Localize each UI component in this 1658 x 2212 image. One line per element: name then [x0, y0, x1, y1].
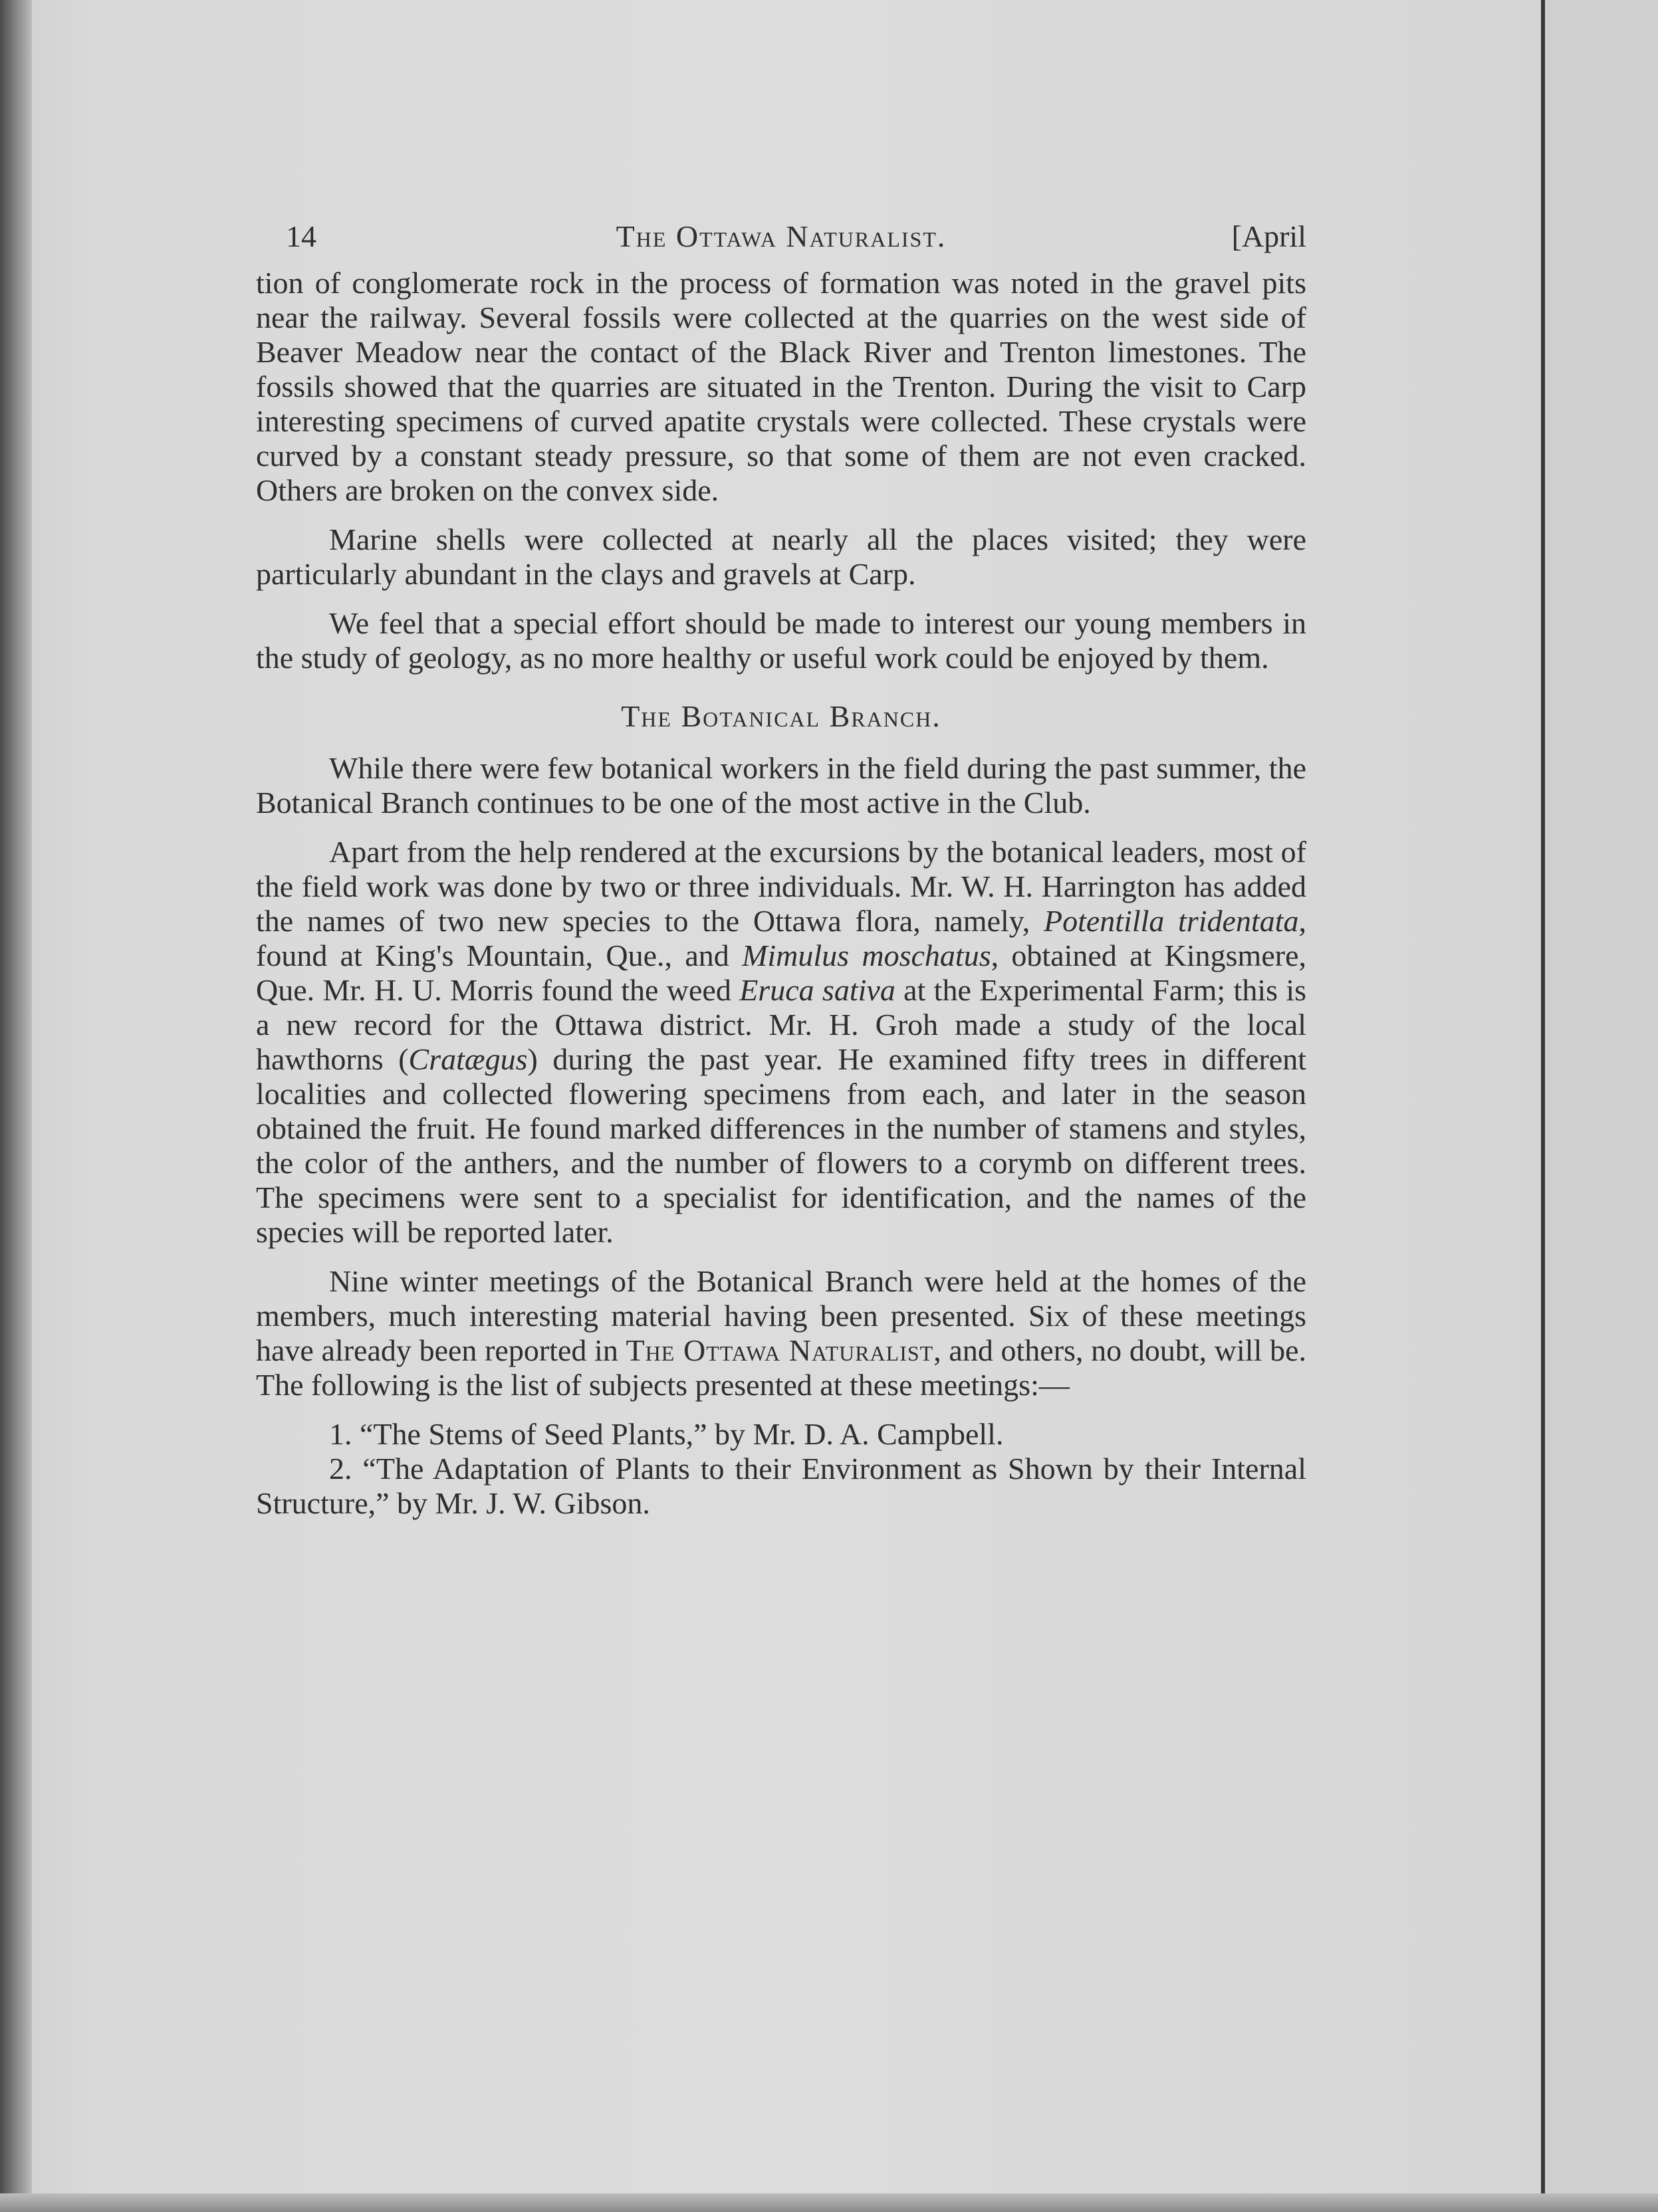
text-run: at the Experimental Farm; this is a new record for the Ottawa district. Mr. H. Groh made a study of the local hawthorns ( [256, 973, 1307, 1076]
journal-name-inline: The Ottawa Naturalist [626, 1333, 934, 1367]
text-run: , and others, no doubt, will be. The following is the list of subjects presented at these meetings:— [256, 1333, 1306, 1402]
paragraph-field-work [256, 835, 1306, 1250]
text-run: , obtained at Kingsmere, Que. Mr. H. U. Morris found the weed [256, 939, 1306, 1007]
issue-month: [April [1231, 219, 1306, 253]
text-run: Nine winter meetings of the Botanical Branch were held at the homes of the members, much interesting material having been presented. Six of these meetings have already been reported in [256, 1264, 1306, 1367]
running-header [256, 219, 1306, 266]
journal-title: The Ottawa Naturalist. [616, 219, 947, 253]
page-number: 14 [286, 219, 316, 253]
genus-name: Cratægus [408, 1042, 528, 1076]
species-name: Potentilla tridentata [1043, 904, 1299, 938]
species-name: Eruca sativa [739, 973, 895, 1007]
text-run: , found at King's Mountain, Que., and [256, 904, 1306, 972]
species-name: Mimulus moschatus [742, 939, 991, 972]
binding-edge-shadow [0, 0, 32, 2212]
bottom-edge-shadow [0, 2193, 1658, 2212]
paragraph-marine-shells: Marine shells were collected at nearly all the places visited; they were particularly abundant in the clays and gravels at Carp. [256, 522, 1306, 591]
paragraph-geology-interest: We feel that a special effort should be made to interest our young members in the study of geology, as no more healthy or useful work could be enjoyed by them. [256, 606, 1306, 675]
facing-page-margin [1545, 0, 1658, 2212]
section-heading-botanical: The Botanical Branch. [621, 699, 941, 733]
text-run: ) during the past year. He examined fifty trees in different localities and collected flowering specimens from each, and later in the season obtained the fruit. He found marked differences in the number of stamens and styles, the color of the anthers, and the number of flowers to a corymb on different trees. The specimens were sent to a specialist for identification, and the names of the species will be reported later. [256, 1042, 1306, 1249]
text-run: Apart from the help rendered at the excursions by the botanical leaders, most of the field work was done by two or three individuals. Mr. W. H. Harrington has added the names of two new species to the Ottawa flora, namely, [256, 835, 1306, 938]
paragraph-winter-meetings [256, 1264, 1306, 1402]
paragraph-botanical-intro: While there were few botanical workers in the field during the past summer, the Botanical Branch continues to be one of the most active in the Club. [256, 751, 1306, 820]
page-text-block [256, 219, 1306, 1521]
paragraph-geology-continued: tion of conglomerate rock in the process of formation was noted in the gravel pits near the railway. Several fossils were collected at the quarries on the west side of Beaver Meadow near the contact of the Black River and Trenton limestones. The fossils showed that the quarries are situated in the Trenton. During the visit to Carp interesting specimens of curved apatite crystals were collected. These crystals were curved by a constant steady pressure, so that some of them are not even cracked. Others are broken on the convex side. [256, 266, 1306, 507]
list-item: 2. “The Adaptation of Plants to their Environment as Shown by their Internal Structure,” by Mr. J. W. Gibson. [256, 1452, 1306, 1520]
list-item: 1. “The Stems of Seed Plants,” by Mr. D. A. Campbell. [329, 1417, 1004, 1451]
